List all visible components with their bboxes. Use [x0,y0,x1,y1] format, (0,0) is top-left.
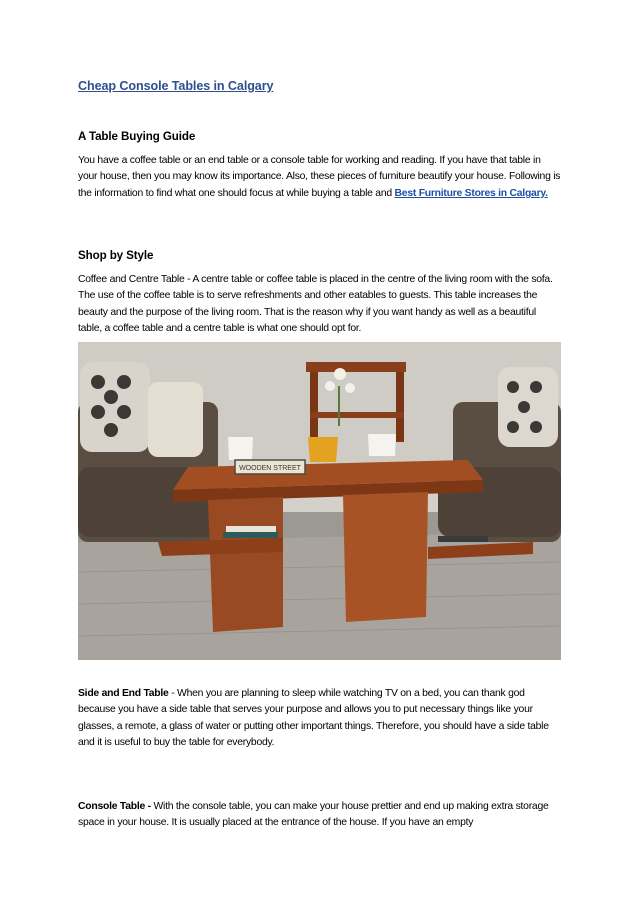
page-title[interactable]: Cheap Console Tables in Calgary [78,79,274,93]
console-table-bold: Console Table - [78,801,154,812]
console-table-text: With the console table, you can make your house prettier and end up making extra storage space in your house. It is usually placed at the entrance of the house. If you have an empty [78,801,549,829]
side-end-table-bold: Side and End Table [78,688,169,699]
section-heading-buying-guide: A Table Buying Guide [78,130,196,143]
buying-guide-paragraph [78,153,562,202]
side-end-table-paragraph [78,686,562,752]
section-heading-shop-by-style: Shop by Style [78,249,154,262]
shop-by-style-paragraph: Coffee and Centre Table - A centre table or coffee table is placed in the centre of the living room with the sofa. The use of the coffee table is to serve refreshments and other eatables to guests. This table increases the beauty and the purpose of the living room. That is the reason why if you want handy as well as a beautiful table, a coffee table and a centre table is what one should opt for. [78,274,553,335]
console-table-paragraph [78,799,562,832]
best-furniture-stores-link[interactable]: Best Furniture Stores in Calgary. [394,187,548,199]
wooden-street-sign-text: WOODEN STREET [239,465,301,472]
side-end-table-text: - When you are planning to sleep while watching TV on a bed, you can thank god because you have a side table that serves your purpose and allows you to put necessary things like your glasses, a remote, a glass of water or putting other important things. Therefore, you should have a side table and it is useful to buy the table for everybody. [78,688,549,749]
coffee-table-photo [78,342,561,660]
buying-guide-text: You have a coffee table or an end table or a console table for working and reading. If you have that table in your house, then you may know its importance. Also, these pieces of furniture beautify your house. Following is the information to find what one should focus at while buying a table and [78,155,561,199]
